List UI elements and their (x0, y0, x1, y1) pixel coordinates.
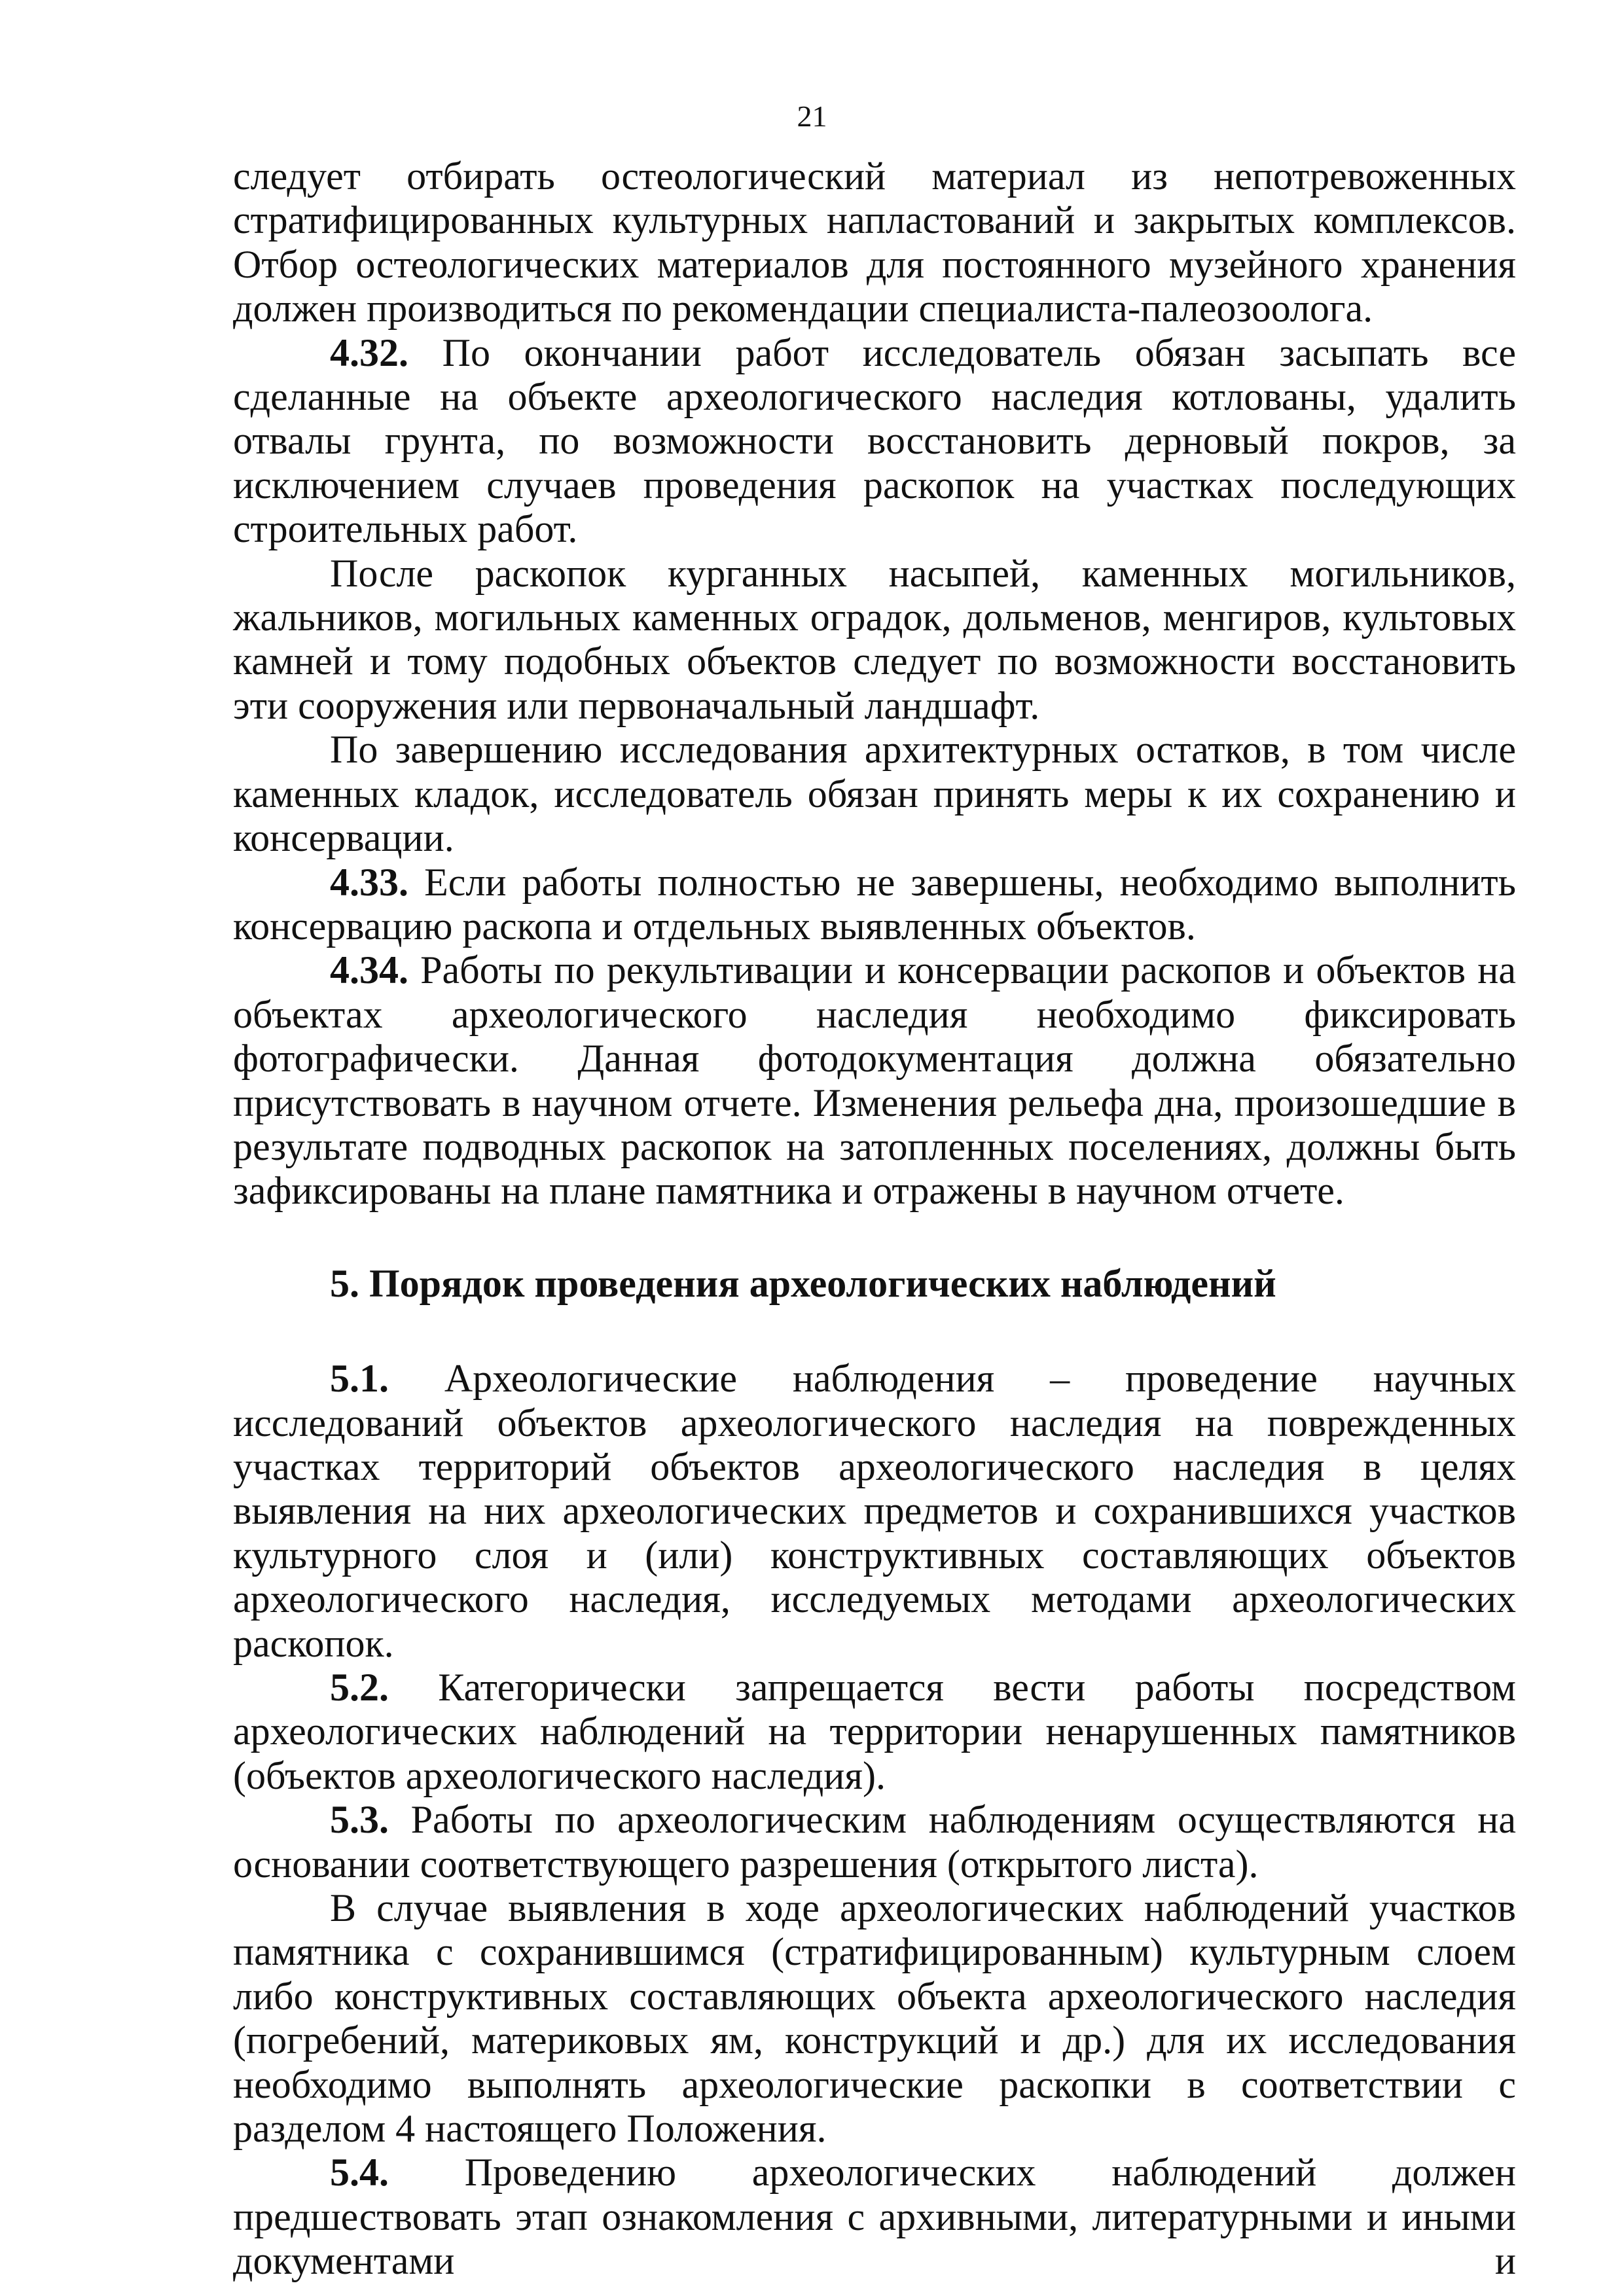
paragraph-text: следует отбирать остеологический материал из непотревоженных стратифицированных культурных напластований и закрытых комплексов. Отбор остеологических материалов для постоянного музейного хранения должен производиться по рекомендации специалиста-палеозоолога. (233, 154, 1516, 331)
clause-number: 4.32. (330, 331, 408, 374)
document-body (233, 154, 1516, 2284)
paragraph-text: По завершению исследования архитектурных остатков, в том числе каменных кладок, исследователь обязан принять меры к их сохранению и консервации. (233, 728, 1516, 860)
paragraph-text: Если работы полностью не завершены, необходимо выполнить консервацию раскопа и отдельных выявленных объектов. (233, 860, 1516, 948)
paragraph (233, 728, 1516, 860)
paragraph (233, 1357, 1516, 1666)
clause-number: 5.4. (330, 2151, 389, 2195)
clause-number: 4.34. (330, 948, 408, 992)
paragraph-text: Категорически запрещается вести работы посредством археологических наблюдений на территории ненарушенных памятников (объектов археологического наследия). (233, 1666, 1516, 1797)
paragraph-text: По окончании работ исследователь обязан засыпать все сделанные на объекте археологического наследия котлованы, удалить отвалы грунта, по возможности восстановить дерновый покров, за исключением случаев проведения раскопок на участках последующих строительных работ. (233, 331, 1517, 551)
clause-number: 5.1. (330, 1357, 389, 1401)
paragraph (233, 1666, 1516, 1798)
paragraph (233, 1798, 1516, 1886)
paragraph (233, 552, 1516, 728)
paragraph (233, 2151, 1516, 2283)
clause-number: 5.3. (330, 1798, 389, 1842)
section-heading: 5. Порядок проведения археологических наблюдений (330, 1261, 1276, 1305)
paragraph (233, 861, 1516, 949)
paragraph-text: Работы по рекультивации и консервации раскопов и объектов на объектах археологического наследия необходимо фиксировать фотографически. Данная фотодокументация должна обязательно присутствовать в научном отчете. Изменения рельефа дна, произошедшие в результате подводных раскопок на затопленных поселениях, должны быть зафиксированы на плане памятника и отражены в научном отчете. (233, 948, 1516, 1213)
paragraph-text: В случае выявления в ходе археологических наблюдений участков памятника с сохранившимся (стратифицированным) культурным слоем либо конструктивных составляющих объекта археологического наследия (погребений, материковых ям, конструкций и др.) для их исследования необходимо выполнять археологические раскопки в соответствии с разделом 4 настоящего Положения. (233, 1886, 1516, 2151)
page-number: 21 (797, 99, 827, 133)
paragraph-text: Археологические наблюдения – проведение научных исследований объектов археологического наследия на поврежденных участках территорий объектов археологического наследия в целях выявления на них археологических предметов и сохранившихся участков культурного слоя и (или) конструктивных составляющих объектов археологического наследия, исследуемых методами археологических раскопок. (233, 1357, 1516, 1665)
paragraph (233, 331, 1516, 552)
paragraphs-after-heading (233, 1357, 1516, 2284)
clause-number: 4.33. (330, 860, 408, 904)
paragraph-text: Работы по археологическим наблюдениям осуществляются на основании соответствующего разрешения (открытого листа). (233, 1798, 1516, 1886)
paragraph-text: Проведению археологических наблюдений должен предшествовать этап ознакомления с архивными, литературными и иными документами и (233, 2151, 1516, 2283)
paragraph (233, 1886, 1516, 2151)
clause-number: 5.2. (330, 1666, 389, 1709)
paragraph (233, 154, 1516, 331)
paragraphs-before-heading (233, 154, 1516, 1213)
paragraph-text: После раскопок курганных насыпей, каменных могильников, жальников, могильных каменных оградок, дольменов, менгиров, культовых камней и тому подобных объектов следует по возможности восстановить эти сооружения или первоначальный ландшафт. (233, 551, 1516, 727)
paragraph (233, 948, 1516, 1213)
